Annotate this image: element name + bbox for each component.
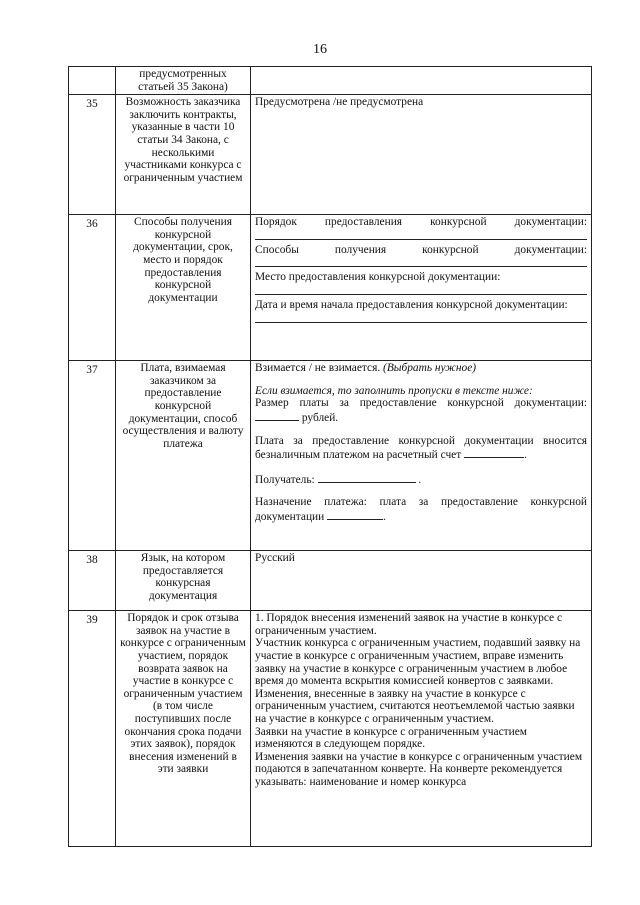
procedure-label: Порядок предоставления конкурсной документации:	[255, 216, 587, 229]
table-row	[69, 215, 592, 361]
row-name-cell: Плата, взимаемая заказчиком за предоставление конкурсной документации, способ осуществления и валюту платежа	[116, 361, 251, 551]
paragraph: Изменения заявки на участие в конкурсе с ограниченным участием подаются в запечатанном конверте. На конверте рекомендуется указывать: наименование и номер конкурса	[255, 750, 583, 788]
row-name-cell: Язык, на котором предоставляется конкурсная документация	[116, 551, 251, 611]
row-number-cell: 35	[69, 95, 116, 215]
blank-line	[255, 312, 587, 323]
row-name-cell: Возможность заказчика заключить контракты, указанные в части 10 статьи 34 Закона, с несколькими участниками конкурса с ограниченным участием	[116, 95, 251, 215]
blank-line	[255, 256, 587, 267]
page-number: 16	[313, 42, 327, 57]
fee-amount: Размер платы за предоставление конкурсной документации: рублей.	[255, 397, 587, 424]
paragraph: Участник конкурса с ограниченным участием, подавший заявку на участие в конкурсе с ограниченным участием, вправе изменить заявку на участие в конкурсе с ограниченным участием в любое время до момента вскрытия комиссией конвертов с заявками.	[255, 637, 581, 688]
fill-instruction: Если взимается, то заполнить пропуски в тексте ниже:	[255, 384, 533, 397]
payment-purpose: Назначение платежа: плата за предоставление конкурсной документации .	[255, 496, 587, 523]
table-row	[69, 67, 592, 95]
tender-parameters-table	[68, 66, 592, 847]
table-row	[69, 95, 592, 215]
paragraph: 1. Порядок внесения изменений заявок на участие в конкурсе с ограниченным участием.	[255, 612, 563, 637]
blank-line	[255, 284, 587, 295]
payment-method: Плата за предоставление конкурсной документации вносится безналичным платежом на расчетный счет .	[255, 434, 587, 462]
fee-choice: Взимается / не взимается. (Выбрать нужное)	[255, 362, 477, 375]
paragraph: Изменения, внесенные в заявку на участие в конкурсе с ограниченным участием, считаются неотъемлемой частью заявки на участие в конкурсе с ограниченным участием.	[255, 687, 575, 725]
row-number-cell: 38	[69, 551, 116, 611]
start-date-label: Дата и время начала предоставления конкурсной документации:	[255, 298, 568, 311]
table-row	[69, 361, 592, 551]
row-value-cell	[251, 611, 592, 847]
place-label: Место предоставления конкурсной документации:	[255, 271, 501, 284]
methods-label: Способы получения конкурсной документации:	[255, 243, 587, 256]
row-name-cell: предусмотренных статьей 35 Закона)	[116, 67, 251, 95]
paragraph: Заявки на участие в конкурсе с ограниченным участием изменяются в следующем порядке.	[255, 725, 527, 751]
recipient: Получатель: .	[255, 473, 422, 486]
choice-note: (Выбрать нужное)	[383, 362, 477, 375]
row-value-cell	[251, 67, 592, 95]
row-name-cell: Порядок и срок отзыва заявок на участие в конкурсе с ограниченным участием, порядок возврата заявок на участие в конкурсе с ограниченным участием (в том числе поступивших после окончания срока подачи этих заявок), порядок внесения изменений в эти заявки	[116, 611, 251, 847]
row-number-cell: 39	[69, 611, 116, 847]
row-number-cell	[69, 67, 116, 95]
table-row	[69, 551, 592, 611]
row-name-cell: Способы получения конкурсной документации, срок, место и порядок предоставления конкурсной документации	[116, 215, 251, 361]
row-value-cell: Предусмотрена /не предусмотрена	[251, 95, 592, 215]
row-value-cell: Русский	[251, 551, 592, 611]
row-number-cell: 37	[69, 361, 116, 551]
row-value-cell	[251, 361, 592, 551]
row-number-cell: 36	[69, 215, 116, 361]
blank-line	[255, 229, 587, 240]
row-value-cell	[251, 215, 592, 361]
table-row	[69, 611, 592, 847]
